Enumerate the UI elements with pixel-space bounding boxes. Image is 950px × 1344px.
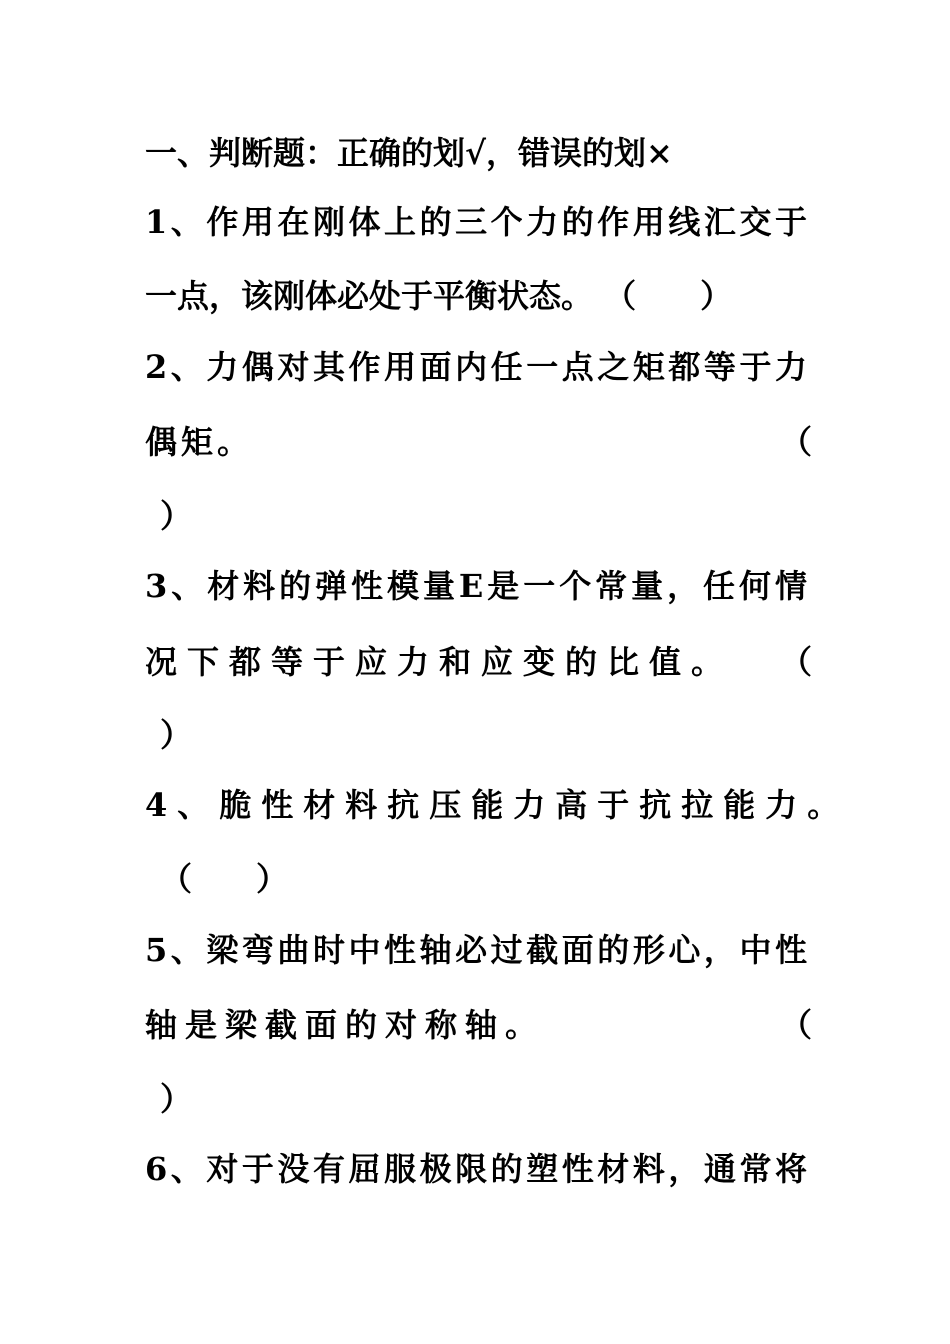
question-3-line-1: 3、材料的弹性模量E是一个常量，任何情 xyxy=(145,567,807,605)
question-6-line-1: 6、对于没有屈服极限的塑性材料，通常将 xyxy=(145,1150,807,1188)
question-1-line-1: 1、作用在刚体上的三个力的作用线汇交于 xyxy=(145,203,807,241)
question-4-line-2: （ ） xyxy=(160,860,289,898)
question-3-close-paren: ） xyxy=(160,716,193,754)
question-2-line-1: 2、力偶对其作用面内任一点之矩都等于力 xyxy=(145,348,807,386)
question-5-line-2: 轴是梁截面的对称轴。 xyxy=(145,1006,546,1044)
section-heading: 一、判断题：正确的划√，错误的划× xyxy=(145,134,673,172)
question-2-close-paren: ） xyxy=(160,497,193,535)
question-5-close-paren: ） xyxy=(160,1080,193,1118)
question-2-line-2: 偶矩。 xyxy=(145,423,254,461)
question-3-open-paren: （ xyxy=(780,643,813,681)
question-5-line-1: 5、梁弯曲时中性轴必过截面的形心，中性 xyxy=(145,931,807,969)
question-5-open-paren: （ xyxy=(780,1006,813,1044)
question-2-open-paren: （ xyxy=(780,423,813,461)
question-4-line-1: 4、脆性材料抗压能力高于抗拉能力。 xyxy=(145,786,850,824)
question-3-line-2: 况下都等于应力和应变的比值。 xyxy=(145,643,734,681)
question-1-line-2: 一点，该刚体必处于平衡状态。 （ ） xyxy=(145,277,733,315)
